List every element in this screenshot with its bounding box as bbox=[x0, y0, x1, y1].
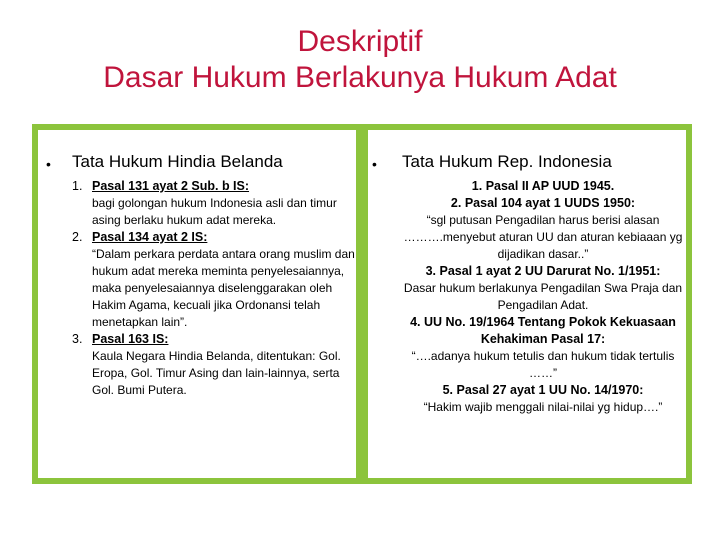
item-label-text: Pasal 27 ayat 1 UU No. 14/1970: bbox=[456, 383, 644, 397]
list-item bbox=[398, 195, 688, 263]
left-bullet: • bbox=[46, 156, 51, 172]
item-label bbox=[398, 178, 688, 195]
list-item bbox=[398, 178, 688, 195]
item-label: Pasal 163 IS: bbox=[92, 332, 169, 346]
left-heading: Tata Hukum Hindia Belanda bbox=[72, 152, 283, 171]
right-list bbox=[398, 178, 688, 416]
item-body: “….adanya hukum tetulis dan hukum tidak tertulis ……” bbox=[411, 349, 675, 380]
item-number: 1. bbox=[72, 179, 83, 193]
list-item bbox=[72, 178, 362, 229]
item-number: 2. bbox=[72, 230, 83, 244]
item-number: 4. bbox=[410, 315, 421, 329]
title-line-2: Dasar Hukum Berlakunya Hukum Adat bbox=[103, 61, 617, 94]
item-label-text: Pasal II AP UUD 1945. bbox=[485, 179, 615, 193]
item-content bbox=[398, 263, 688, 314]
item-label-text: UU No. 19/1964 Tentang Pokok Kekuasaan Kehakiman Pasal 17: bbox=[423, 315, 676, 346]
item-body: bagi golongan hukum Indonesia asli dan timur asing berlaku hukum adat mereka. bbox=[92, 196, 337, 227]
item-content bbox=[398, 195, 688, 263]
item-label: Pasal 131 ayat 2 Sub. b IS: bbox=[92, 179, 250, 193]
list-item bbox=[72, 331, 362, 399]
item-body: Kaula Negara Hindia Belanda, ditentukan: Gol. Eropa, Gol. Timur Asing dan lain-lainnya, serta Gol. Bumi Putera. bbox=[92, 349, 341, 397]
item-content bbox=[92, 178, 362, 229]
list-item bbox=[398, 382, 688, 416]
item-label bbox=[398, 195, 688, 212]
left-panel bbox=[32, 124, 362, 484]
list-item bbox=[398, 314, 688, 382]
left-list bbox=[72, 178, 362, 399]
item-body: “Hakim wajib menggali nilai-nilai yg hidup….” bbox=[423, 400, 663, 414]
item-label bbox=[398, 382, 688, 399]
item-label-text: Pasal 104 ayat 1 UUDS 1950: bbox=[464, 196, 636, 210]
item-content bbox=[92, 331, 362, 399]
list-item bbox=[72, 229, 362, 331]
item-body: “sgl putusan Pengadilan harus berisi alasan ……….menyebut aturan UU dan aturan kebiaaan yg dijadikan dasar..” bbox=[403, 213, 683, 261]
item-label-text: Pasal 1 ayat 2 UU Darurat No. 1/1951: bbox=[439, 264, 661, 278]
item-body: “Dalam perkara perdata antara orang muslim dan hukum adat mereka meminta penyelesaiannya, maka penyelesaiannya diselenggarakan oleh Hakim Agama, kecuali jika Ordonansi telah menetapkan lain”. bbox=[92, 247, 355, 329]
item-label: Pasal 134 ayat 2 IS: bbox=[92, 230, 208, 244]
item-number: 3. bbox=[425, 264, 436, 278]
right-panel bbox=[362, 124, 692, 484]
slide-title bbox=[0, 24, 720, 96]
right-heading: Tata Hukum Rep. Indonesia bbox=[402, 152, 612, 171]
item-number: 2. bbox=[450, 196, 462, 210]
title-line-1: Deskriptif bbox=[297, 25, 423, 58]
item-body: Dasar hukum berlakunya Pengadilan Swa Praja dan Pengadilan Adat. bbox=[403, 281, 683, 312]
right-bullet: • bbox=[372, 156, 377, 172]
item-label bbox=[398, 263, 688, 280]
item-content bbox=[398, 178, 688, 195]
item-number: 1. bbox=[471, 179, 483, 193]
item-content bbox=[92, 229, 362, 331]
list-item bbox=[398, 263, 688, 314]
item-number: 3. bbox=[72, 332, 83, 346]
item-content bbox=[398, 314, 688, 382]
item-label bbox=[398, 314, 688, 348]
item-content bbox=[398, 382, 688, 416]
item-number: 5. bbox=[442, 383, 454, 397]
